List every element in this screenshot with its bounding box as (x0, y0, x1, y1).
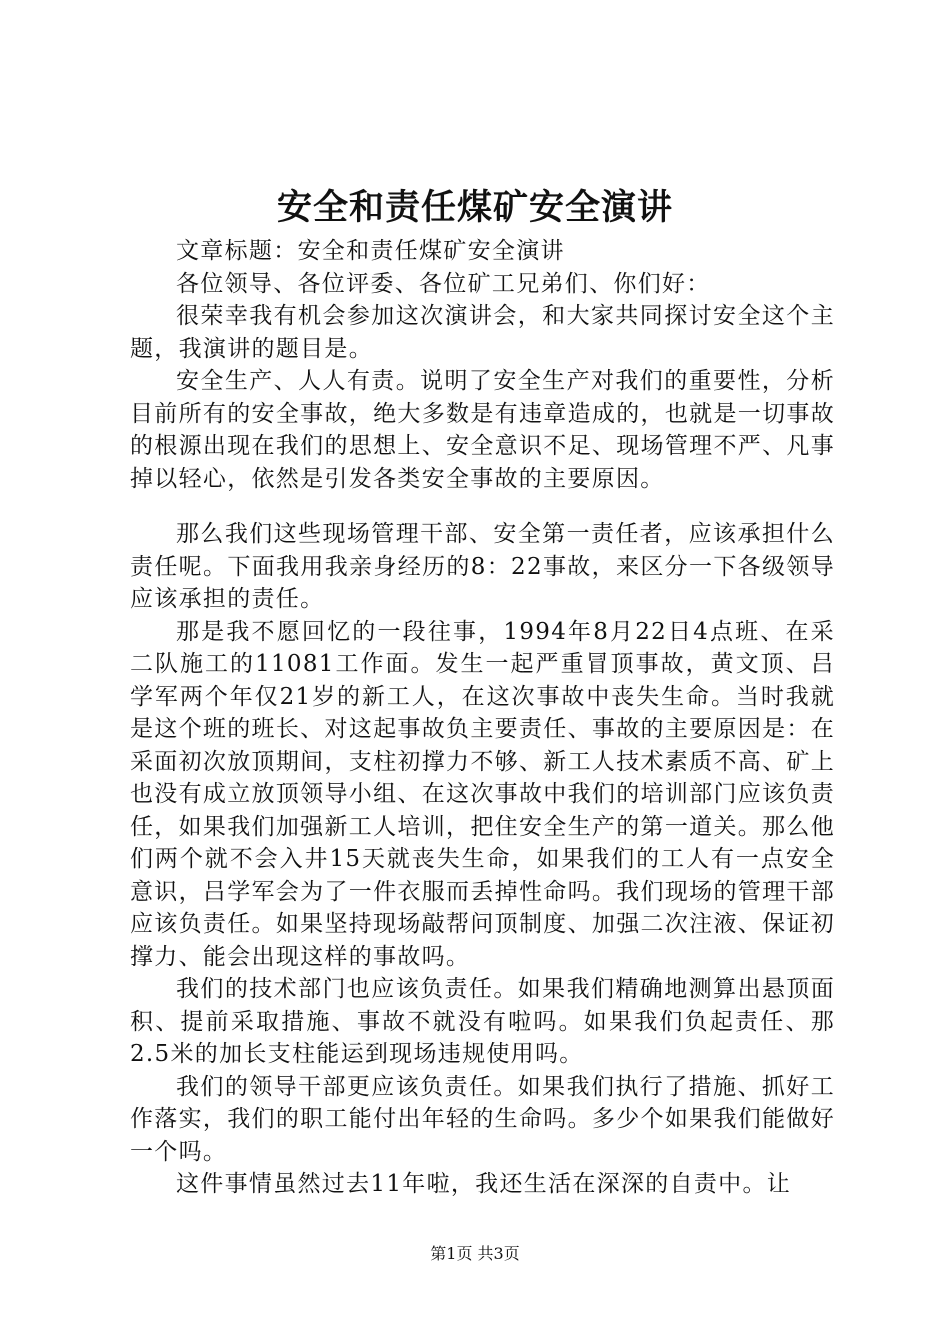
paragraph-intro: 很荣幸我有机会参加这次演讲会，和大家共同探讨安全这个主题，我演讲的题目是。 (130, 303, 835, 362)
document-title: 安全和责任煤矿安全演讲 (276, 187, 673, 228)
paragraph-greeting: 各位领导、各位评委、各位矿工兄弟们、你们好： (176, 270, 711, 297)
paragraph-accident: 那是我不愿回忆的一段往事，1994年8月22日4点班、在采二队施工的11081工作面。发生一起严重冒顶事故，黄文顶、吕学军两个年仅21岁的新工人，在这次事故中丧失生命。当时我就是这个班的班长、对这起事故负主要责任、事故的主要原因是：在采面初次放顶期间，支柱初撑力不够、新工人技术素质不高、矿上也没有成立放顶领导小组、在这次事故中我们的培训部门应该负责任，如果我们加强新工人培训，把住安全生产的第一道关。那么他们两个就不会入井15天就丧失生命，如果我们的工人有一点安全意识，吕学军会为了一件衣服而丢掉性命吗。我们现场的管理干部应该负责任。如果坚持现场敲帮问顶制度、加强二次注液、保证初撑力、能会出现这样的事故吗。 (130, 618, 835, 970)
paragraph-leadership: 我们的领导干部更应该负责任。如果我们执行了措施、抓好工作落实，我们的职工能付出年轻的生命吗。多少个如果我们能做好一个吗。 (130, 1073, 835, 1165)
paragraph-responsibility: 那么我们这些现场管理干部、安全第一责任者，应该承担什么责任呢。下面我用我亲身经历的8：22事故，来区分一下各级领导应该承担的责任。 (130, 521, 835, 612)
page-footer: 第1页 共3页 (430, 1244, 520, 1263)
paragraph-reflection: 这件事情虽然过去11年啦，我还生活在深深的自责中。让 (176, 1171, 792, 1197)
paragraph-article-title: 文章标题：安全和责任煤矿安全演讲 (176, 238, 565, 264)
paragraph-technical: 我们的技术部门也应该负责任。如果我们精确地测算出悬顶面积、提前采取措施、事故不就没有啦吗。如果我们负起责任、那2.5米的加长支柱能运到现场违规使用吗。 (130, 976, 835, 1067)
document-body (130, 235, 835, 1201)
paragraph-safety: 安全生产、人人有责。说明了安全生产对我们的重要性，分析目前所有的安全事故，绝大多数是有违章造成的，也就是一切事故的根源出现在我们的思想上、安全意识不足、现场管理不严、凡事掉以轻心，依然是引发各类安全事故的主要原因。 (130, 368, 835, 492)
